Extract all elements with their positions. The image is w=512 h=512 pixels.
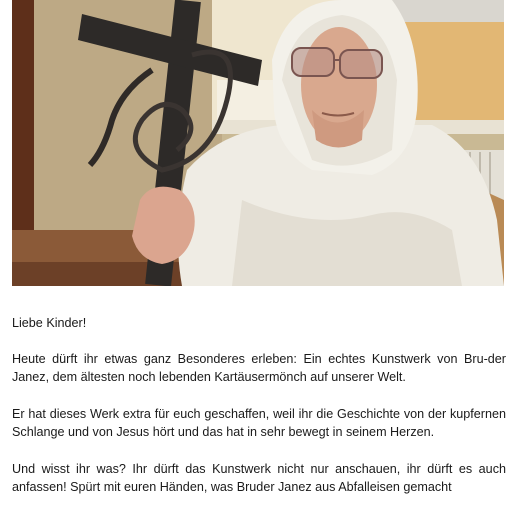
letter-text [12, 314, 506, 512]
photo-monk-with-cross [12, 0, 504, 286]
paragraph-3: Und wisst ihr was? Ihr dürft das Kunstwerk nicht nur anschauen, ihr dürft es auch anfassen! Spürt mit euren Händen, was Bruder Janez aus Abfalleisen gemacht [12, 462, 506, 495]
greeting-line: Liebe Kinder! [12, 316, 87, 330]
paragraph-1: Heute dürft ihr etwas ganz Besonderes erleben: Ein echtes Kunstwerk von Bru-der Janez, dem ältesten noch lebenden Kartäusermönch auf unserer Welt. [12, 352, 506, 385]
paragraph-2: Er hat dieses Werk extra für euch geschaffen, weil ihr die Geschichte von der kupfernen Schlange und von Jesus hört und das hat in sehr bewegt in seinem Herzen. [12, 407, 506, 440]
photo-illustration [12, 0, 504, 286]
